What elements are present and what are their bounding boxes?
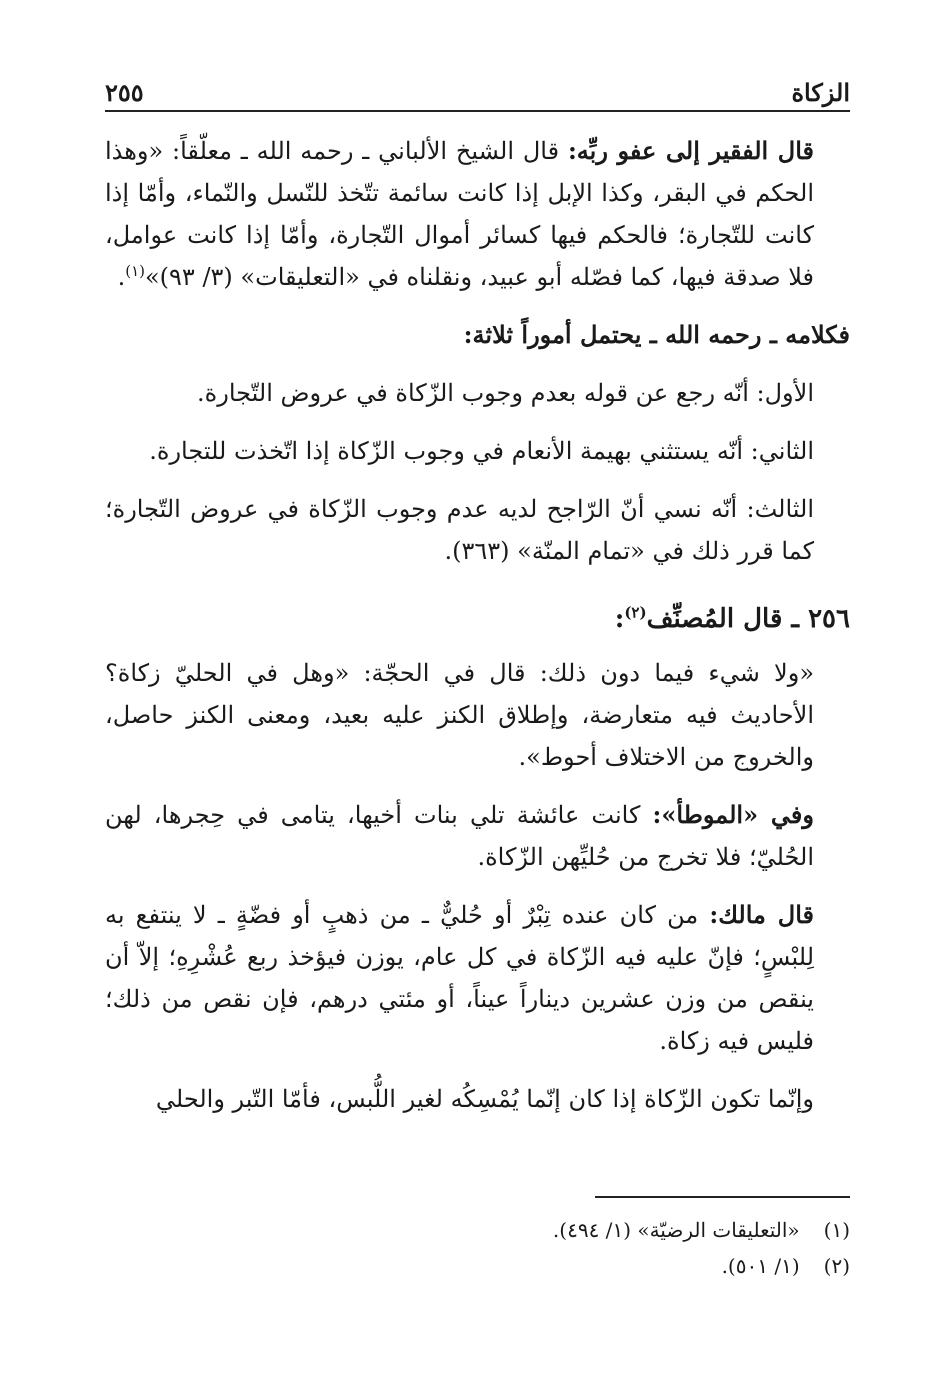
book-page bbox=[105, 0, 850, 1381]
footnotes bbox=[105, 1212, 850, 1284]
footnote-text: (١/ ٥٠١). bbox=[721, 1254, 800, 1278]
footnote-ref[interactable]: (٢) bbox=[624, 603, 647, 622]
paragraph-continuation: وإنّما تكون الزّكاة إذا كان إنّما يُمْسِكُه لغير اللُّبس، فأمّا التّبر والحلي bbox=[155, 1085, 814, 1113]
running-title: الزكاة bbox=[791, 78, 850, 107]
paragraph-text: قال الشيخ الألباني ـ رحمه الله ـ معلّقاً: «وهذا الحكم في البقر، وكذا الإبل إذا كانت سائمة تتّخذ للنّسل والنّماء، وأمّا إذا كانت للتّجارة؛ فالحكم فيها كسائر أموال التّجارة، وأمّا إذا كانت عوامل، فلا صدقة فيها، كما فصّله أبو عبيد، ونقلناه في «التعليقات» (٣/ ٩٣)» bbox=[105, 137, 814, 291]
footnote-separator bbox=[595, 1196, 850, 1198]
paragraph-third: الثالث: أنّه نسي أنّ الرّاجح لديه عدم وجوب الزّكاة في عروض التّجارة؛ كما قرر ذلك في «تمام المنّة» (٣٦٣). bbox=[105, 495, 814, 565]
footnote-item bbox=[105, 1248, 850, 1284]
page-number: ٢٥٥ bbox=[105, 78, 144, 107]
footnote-number: (١) bbox=[823, 1218, 850, 1242]
paragraph-lead: قال مالك: bbox=[709, 900, 814, 929]
heading-text: ٢٥٦ ـ قال المُصنِّف bbox=[646, 604, 850, 634]
paragraph-author-comment bbox=[105, 130, 850, 298]
footnote-ref[interactable]: (١) bbox=[125, 262, 145, 280]
paragraph-lead: وفي «الموطأ»: bbox=[652, 800, 814, 829]
paragraph-text: من كان عنده تِبْرٌ أو حُليٌّ ـ من ذهبٍ أو فضّةٍ ـ لا ينتفع به لِلبْسٍ؛ فإنّ عليه فيه الزّكاة في كل عام، يوزن فيؤخذ ربع عُشْرِهِ؛ إلاّ أن ينقص من وزن عشرين ديناراً عيناً، أو مئتي درهم، فإن نقص من ذلك؛ فليس فيه زكاة. bbox=[105, 901, 814, 1055]
paragraph-muwatta bbox=[105, 794, 850, 878]
paragraph-three-matters: فكلامه ـ رحمه الله ـ يحتمل أموراً ثلاثة: bbox=[463, 320, 850, 349]
paragraph-second: الثاني: أنّه يستثني بهيمة الأنعام في وجوب الزّكاة إذا اتّخذت للتجارة. bbox=[149, 437, 814, 465]
paragraph-lead: قال الفقير إلى عفو ربِّه: bbox=[567, 136, 814, 165]
paragraph-malik bbox=[105, 894, 850, 1062]
paragraph-end: . bbox=[117, 263, 126, 291]
heading-colon: : bbox=[614, 604, 625, 634]
footnote-text: «التعليقات الرضيّة» (١/ ٤٩٤). bbox=[552, 1218, 800, 1242]
main-text bbox=[105, 130, 850, 1136]
page-header bbox=[105, 70, 850, 112]
paragraph-text: كانت عائشة تلي بنات أخيها، يتامى في حِجرها، لهن الحُليّ؛ فلا تخرج من حُليِّهن الزّكاة. bbox=[105, 801, 814, 871]
section-heading bbox=[105, 598, 850, 640]
paragraph-first: الأول: أنّه رجع عن قوله بعدم وجوب الزّكاة في عروض التّجارة. bbox=[197, 379, 814, 407]
paragraph-hujja-quote: «ولا شيء فيما دون ذلك: قال في الحجّة: «وهل في الحليّ زكاة؟ الأحاديث فيه متعارضة، وإطلاق الكنز عليه بعيد، ومعنى الكنز حاصل، والخروج من الاختلاف أحوط». bbox=[105, 659, 814, 771]
footnote-item bbox=[105, 1212, 850, 1248]
footnote-number: (٢) bbox=[823, 1254, 850, 1278]
